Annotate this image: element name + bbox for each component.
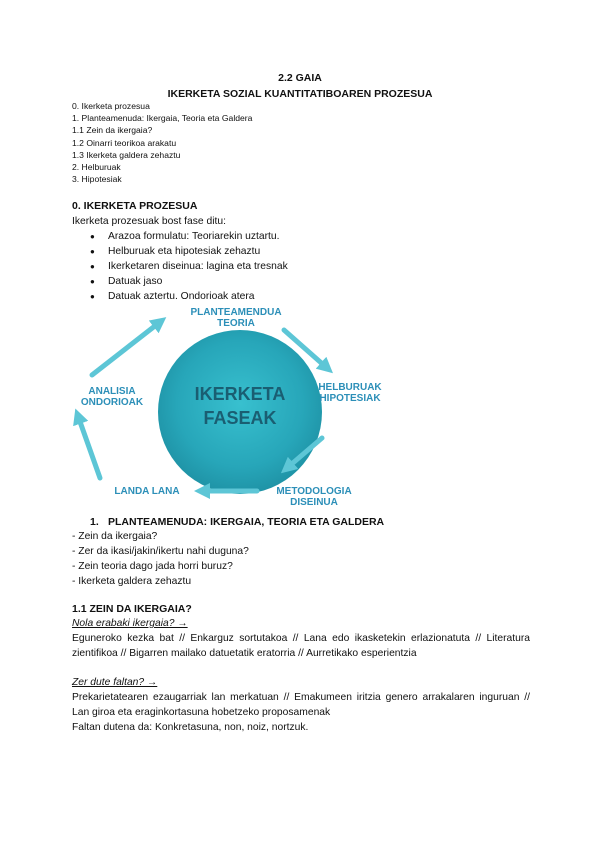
section0-intro: Ikerketa prozesuak bost fase ditu:: [72, 216, 226, 227]
toc-item: 2. Helburuak: [72, 162, 121, 173]
question-item: - Ikerketa galdera zehaztu: [72, 576, 192, 587]
toc-item: 1.2 Oinarri teorikoa arakatu: [72, 137, 177, 148]
question-item: - Zer da ikasi/jakin/ikertu nahi duguna?: [72, 546, 249, 557]
stage-planteamendua: PLANTEAMENDUA TEORIA: [190, 307, 282, 329]
toc-item: 3. Hipotesiak: [72, 174, 122, 185]
stage-landa-lana: LANDA LANA: [114, 486, 180, 497]
section11-heading: 1.1 ZEIN DA IKERGAIA?: [72, 603, 192, 615]
toc-item: 1.3 Ikerketa galdera zehaztu: [72, 149, 181, 160]
question-item: - Zein da ikergaia?: [72, 531, 158, 542]
toc-item: 1.1 Zein da ikergaia?: [72, 125, 153, 136]
document-title: IKERKETA SOZIAL KUANTITATIBOAREN PROZESUA: [167, 88, 433, 100]
paragraph-missing: Faltan dutena da: Konkretasuna, non, noiz, nortzuk.: [72, 722, 309, 733]
list-item: ● Helburuak eta hipotesiak zehaztu: [90, 244, 288, 259]
research-phases-diagram: [72, 300, 456, 510]
stage-analisia: ANALISIA ONDORIOAK: [80, 386, 144, 408]
question-item: - Zein teoria dago jada horri buruz?: [72, 561, 233, 572]
phase-list: [90, 229, 288, 304]
center-label-1: IKERKETA: [194, 384, 286, 404]
stage-helburuak: HELBURUAK HIPOTESIAK: [318, 382, 382, 404]
section1-questions: [72, 529, 249, 589]
list-item: ● Datuak jaso: [90, 274, 288, 289]
section1-heading: PLANTEAMENUDA: IKERGAIA, TEORIA ETA GALDERA: [108, 516, 385, 528]
stage-metodologia: METODOLOGIA DISEINUA: [276, 486, 352, 508]
list-item: ● Ikerketaren diseinua: lagina eta tresnak: [90, 259, 288, 274]
unit-number: 2.2 GAIA: [278, 72, 322, 84]
section1-number: 1.: [90, 516, 99, 528]
toc-item: 0. Ikerketa prozesua: [72, 101, 150, 111]
toc-item: 1. Planteamenuda: Ikergaia, Teoria eta Galdera: [72, 113, 253, 124]
paragraph-examples: Prekarietatearen ezaugarriak lan merkatuan // Emakumeen iritzia genero arrakalaren inguruan // Lan giroa eta eraginkortasuna hobetzeko proposamenak: [72, 692, 530, 718]
arrow-landa-analisia: [78, 416, 100, 478]
center-label-2: FASEAK: [203, 408, 277, 428]
subheading-zer-dute-faltan: Zer dute faltan? →: [72, 677, 158, 688]
paragraph-ikergaia-sources: Eguneroko kezka bat // Enkarguz sortutakoa // Lana edo ikasketekin erlazionatuta // Literatura zientifikoa // Bigarren mailako datuetatik eratorria // Aurretikako esperientzia: [72, 633, 530, 659]
table-of-contents: [72, 100, 252, 185]
section0-heading: 0. IKERKETA PROZESUA: [72, 200, 198, 212]
list-item: ● Datuak aztertu. Ondorioak atera: [90, 289, 288, 304]
list-item: ● Arazoa formulatu: Teoriarekin uztartu.: [90, 229, 288, 244]
subheading-nola-erabaki: Nola erabaki ikergaia? →: [72, 618, 188, 629]
arrow-analisia-planteamendua: [92, 322, 160, 375]
